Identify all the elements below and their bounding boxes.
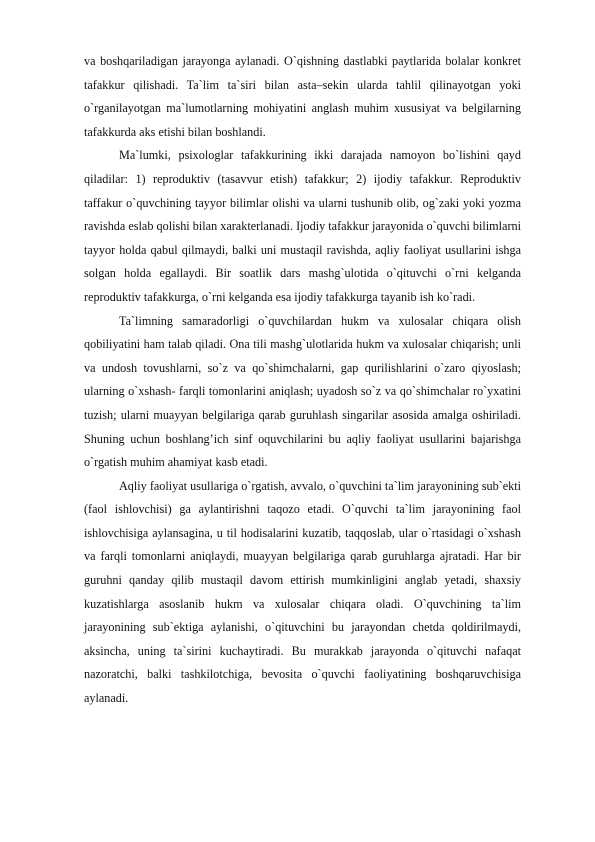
paragraph-2: Ma`lumki, psixologlar tafakkurining ikki darajada namoyon bo`lishini qayd qiladilar: 1) reproduktiv (tasavvur etish) tafakkur; 2) ijodiy tafakkur. Reproduktiv taffakur o`quvchining tayyor bilimlar olishi va ularni tushunib olib, og`zaki yoki yozma ravishda eslab qolishi bilan xarakterlanadi. Ijodiy tafakkur jarayonida o`quvchi bilimlarni tayyor holda qabul qilmaydi, balki uni mustaqil ravishda, aqliy faoliyat usullarini ishga solgan holda egallaydi. Bir soatlik dars mashg`ulotida o`qituvchi o`rni kelganda reproduktiv tafakkurga, o`rni kelganda esa ijodiy tafakkurga tayanib ish ko`radi. (84, 148, 521, 304)
paragraph-1: va boshqariladigan jarayonga aylanadi. O`qishning dastlabki paytlarida bolalar konkret tafakkur qilishadi. Ta`lim ta`siri bilan asta–sekin ularda tahlil qilinayotgan yoki o`rganilayotgan ma`lumotlarning mohiyatini anglash muhim xususiyat va belgilarning tafakkurda aks etishi bilan boshlandi. (84, 54, 521, 139)
paragraph-4: Aqliy faoliyat usullariga o`rgatish, avvalo, o`quvchini ta`lim jarayonining sub`ekti (faol ishlovchisi) ga aylantirishni taqozo etadi. O`quvchi ta`lim jarayonining faol ishlovchisiga aylansagina, u til hodisalarini kuzatib, taqqoslab, ular o`rtasidagi o`xshash va farqli tomonlarni aniqlaydi, muayyan belgilariga qarab guruhlarga ajratadi. Har bir guruhni qanday qilib mustaqil davom ettirish mumkinligini anglab yetadi, shaxsiy kuzatishlarga asoslanib hukm va xulosalar chiqara oladi. O`quvchining ta`lim jarayonining sub`ektiga aylanishi, o`qituvchini bu jarayondan chetda qoldirilmaydi, aksincha, uning ta`sirini kuchaytiradi. Bu murakkab jarayonda o`qituvchi nafaqat nazoratchi, balki tashkilotchiga, bevosita o`quvchi faoliyatining boshqaruvchisiga aylanadi. (84, 478, 521, 706)
document-page (84, 50, 521, 711)
paragraph-3: Ta`limning samaradorligi o`quvchilardan hukm va xulosalar chiqara olish qobiliyatini ham talab qiladi. Ona tili mashg`ulotlarida hukm va xulosalar chiqarish; unli va undosh tovushlarni, so`z va qo`shimchalarni, gap qurilishlarini o`zaro qiyoslash; ularning o`xshash- farqli tomonlarini aniqlash; uyadosh so`z va qo`shimchalar ro`yxatini tuzish; ularni muayyan belgilariga qarab guruhlash singarilar asosida amalga oshiriladi. Shuning uchun boshlang’ich sinf oquvchilarini bu aqliy faoliyat usullarini bajarishga o`rgatish muhim ahamiyat kasb etadi. (84, 313, 521, 470)
